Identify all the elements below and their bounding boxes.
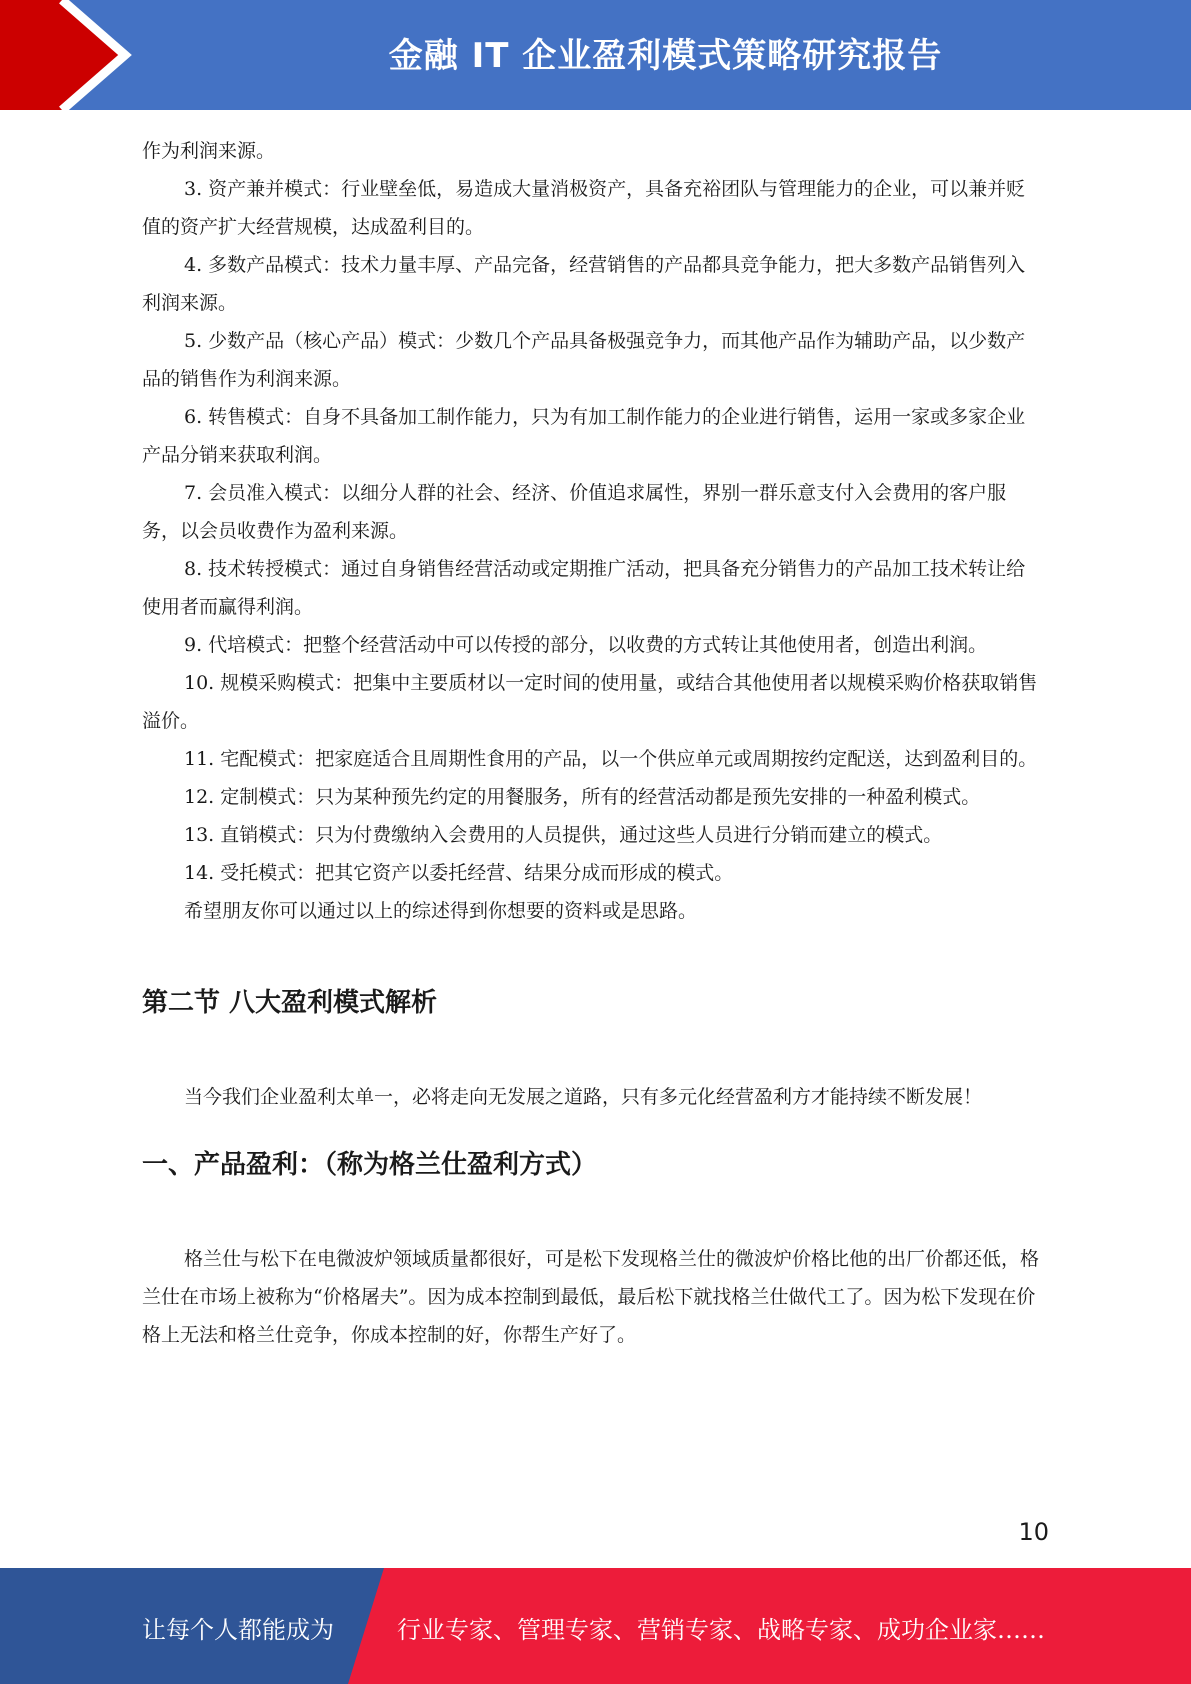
paragraph: 7. 会员准入模式：以细分人群的社会、经济、价值追求属性，界别一群乐意支付入会费用的客户服务，以会员收费作为盈利来源。 xyxy=(142,482,1007,542)
section-intro: 当今我们企业盈利太单一，必将走向无发展之道路，只有多元化经营盈利方才能持续不断发展！ xyxy=(184,1086,983,1108)
paragraph: 8. 技术转授模式：通过自身销售经营活动或定期推广活动，把具备充分销售力的产品加工技术转让给使用者而赢得利润。 xyxy=(142,558,1026,618)
paragraph: 12. 定制模式：只为某种预先约定的用餐服务，所有的经营活动都是预先安排的一种盈利模式。 xyxy=(184,786,981,808)
subsection-title: 一、产品盈利：（称为格兰仕盈利方式） xyxy=(142,1150,598,1180)
paragraph-list xyxy=(142,132,1042,930)
paragraph: 10. 规模采购模式：把集中主要质材以一定时间的使用量，或结合其他使用者以规模采购价格获取销售溢价。 xyxy=(142,672,1038,732)
paragraph: 14. 受托模式：把其它资产以委托经营、结果分成而形成的模式。 xyxy=(184,862,734,884)
subsection-body: 格兰仕与松下在电微波炉领域质量都很好，可是松下发现格兰仕的微波炉价格比他的出厂价都还低，格兰仕在市场上被称为“价格屠夫”。因为成本控制到最低，最后松下就找格兰仕做代工了。因为松下发现在价格上无法和格兰仕竞争，你成本控制的好，你帮生产好了。 xyxy=(142,1248,1040,1346)
paragraph: 11. 宅配模式：把家庭适合且周期性食用的产品，以一个供应单元或周期按约定配送，达到盈利目的。 xyxy=(184,748,1038,770)
paragraph: 5. 少数产品（核心产品）模式：少数几个产品具备极强竞争力，而其他产品作为辅助产品，以少数产品的销售作为利润来源。 xyxy=(142,330,1026,390)
page-number: 10 xyxy=(1018,1518,1049,1546)
page-header xyxy=(0,0,1191,110)
report-title: 金融 IT 企业盈利模式策略研究报告 xyxy=(388,36,943,76)
paragraph: 13. 直销模式：只为付费缴纳入会费用的人员提供，通过这些人员进行分销而建立的模式。 xyxy=(184,824,943,846)
paragraph: 6. 转售模式：自身不具备加工制作能力，只为有加工制作能力的企业进行销售，运用一家或多家企业产品分销来获取利润。 xyxy=(142,406,1026,466)
paragraph: 3. 资产兼并模式：行业壁垒低，易造成大量消极资产，具备充裕团队与管理能力的企业，可以兼并贬值的资产扩大经营规模，达成盈利目的。 xyxy=(142,178,1026,238)
header-red-arrow xyxy=(0,0,150,110)
page-footer xyxy=(0,1568,1191,1684)
section-title: 第二节 八大盈利模式解析 xyxy=(142,988,438,1018)
footer-slogan-right: 行业专家、管理专家、营销专家、战略专家、成功企业家…… xyxy=(397,1616,1045,1644)
footer-slogan-left: 让每个人都能成为 xyxy=(142,1616,334,1644)
paragraph: 4. 多数产品模式：技术力量丰厚、产品完备，经营销售的产品都具竞争能力，把大多数产品销售列入利润来源。 xyxy=(142,254,1026,314)
page-content xyxy=(142,132,1042,1354)
paragraph: 作为利润来源。 xyxy=(142,140,276,162)
paragraph: 9. 代培模式：把整个经营活动中可以传授的部分，以收费的方式转让其他使用者，创造出利润。 xyxy=(184,634,988,656)
paragraph: 希望朋友你可以通过以上的综述得到你想要的资料或是思路。 xyxy=(184,900,698,922)
